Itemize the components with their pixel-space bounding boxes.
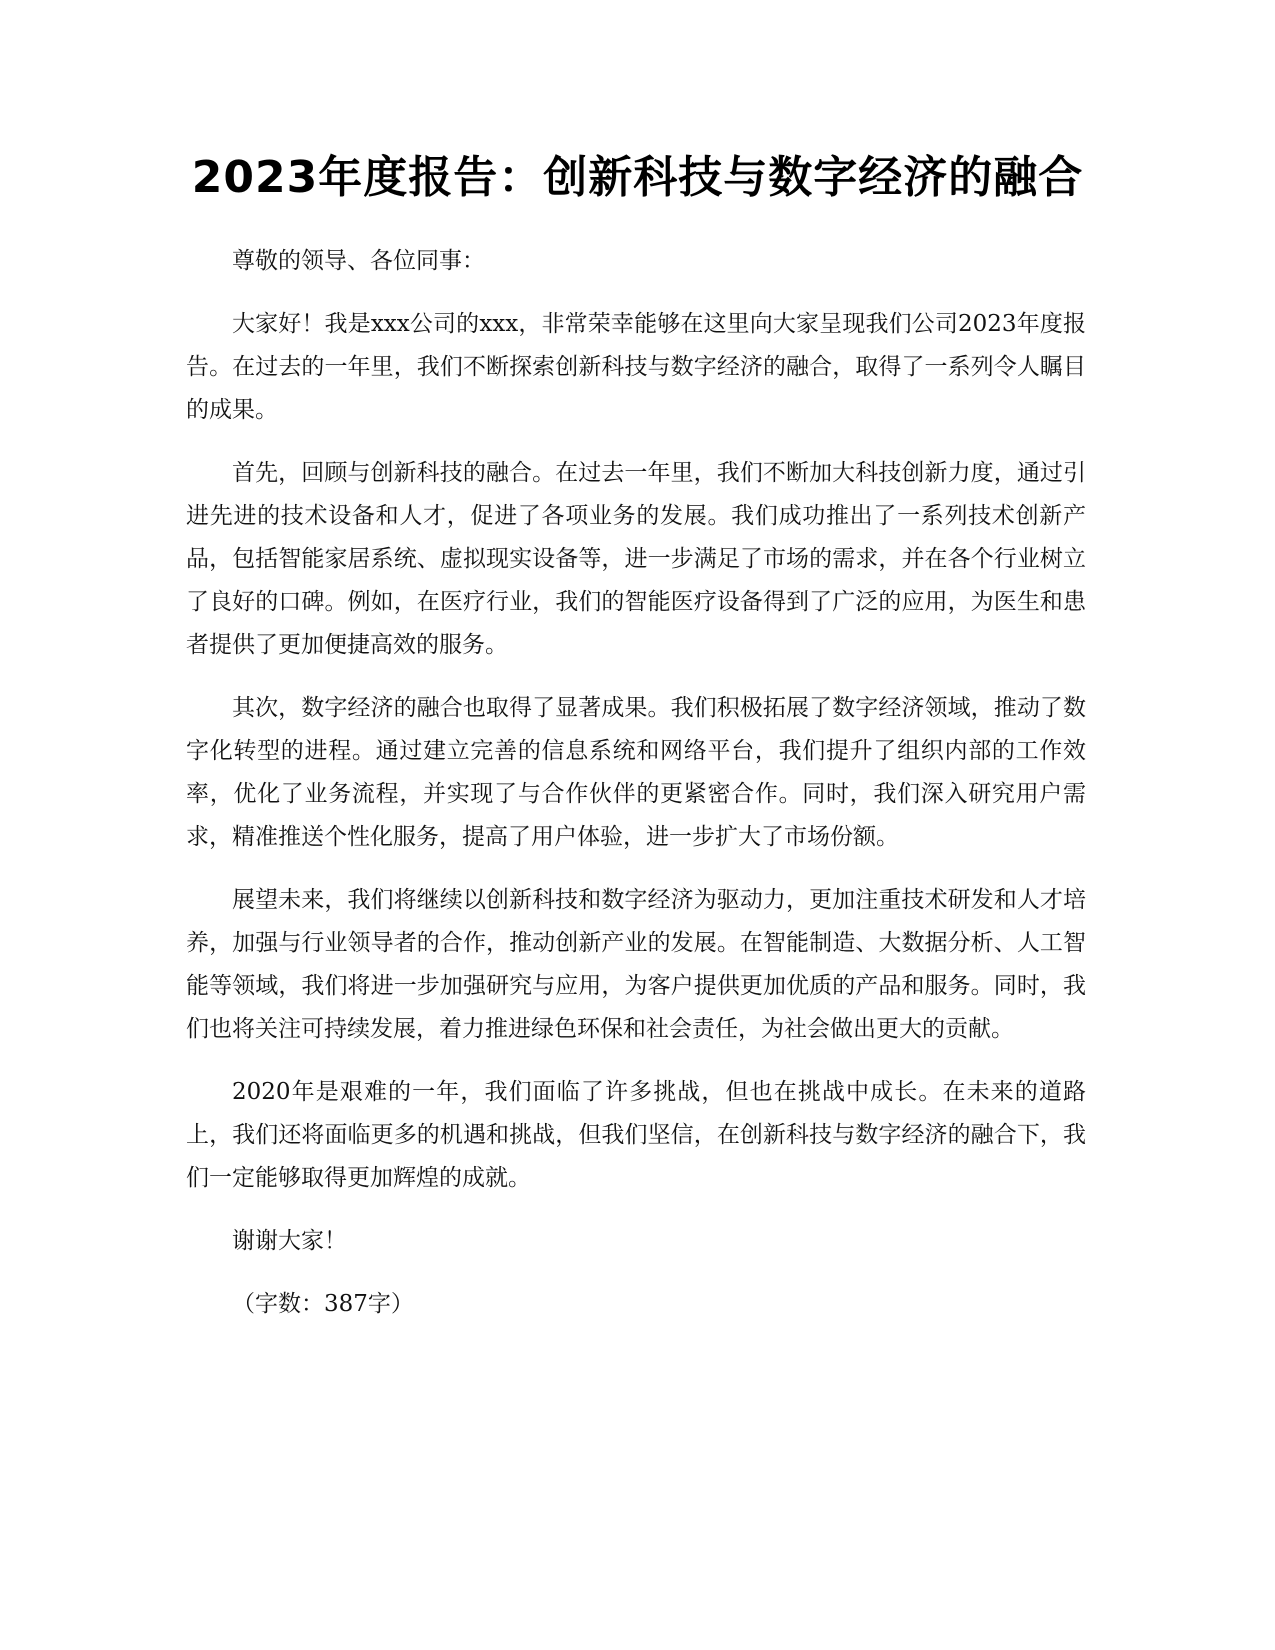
paragraph-conclusion: 2020年是艰难的一年，我们面临了许多挑战，但也在挑战中成长。在未来的道路上，我们还将面临更多的机遇和挑战，但我们坚信，在创新科技与数字经济的融合下，我们一定能够取得更加辉煌的成就。: [186, 1079, 1086, 1191]
document-title: 2023年度报告：创新科技与数字经济的融合: [191, 152, 1084, 203]
paragraph-technology: 首先，回顾与创新科技的融合。在过去一年里，我们不断加大科技创新力度，通过引进先进的技术设备和人才，促进了各项业务的发展。我们成功推出了一系列技术创新产品，包括智能家居系统、虚拟现实设备等，进一步满足了市场的需求，并在各个行业树立了良好的口碑。例如，在医疗行业，我们的智能医疗设备得到了广泛的应用，为医生和患者提供了更加便捷高效的服务。: [186, 460, 1086, 658]
word-count-note: （字数：387字）: [232, 1291, 414, 1317]
salutation: 尊敬的领导、各位同事：: [232, 248, 485, 274]
paragraph-outlook: 展望未来，我们将继续以创新科技和数字经济为驱动力，更加注重技术研发和人才培养，加强与行业领导者的合作，推动创新产业的发展。在智能制造、大数据分析、人工智能等领域，我们将进一步加强研究与应用，为客户提供更加优质的产品和服务。同时，我们也将关注可持续发展，着力推进绿色环保和社会责任，为社会做出更大的贡献。: [186, 887, 1086, 1042]
paragraph-digital-economy: 其次，数字经济的融合也取得了显著成果。我们积极拓展了数字经济领域，推动了数字化转型的进程。通过建立完善的信息系统和网络平台，我们提升了组织内部的工作效率，优化了业务流程，并实现了与合作伙伴的更紧密合作。同时，我们深入研究用户需求，精准推送个性化服务，提高了用户体验，进一步扩大了市场份额。: [186, 695, 1086, 850]
paragraph-greeting: 大家好！我是xxx公司的xxx，非常荣幸能够在这里向大家呈现我们公司2023年度报告。在过去的一年里，我们不断探索创新科技与数字经济的融合，取得了一系列令人瞩目的成果。: [186, 311, 1086, 423]
document-body: [186, 240, 1086, 1326]
closing-thanks: 谢谢大家！: [232, 1228, 347, 1254]
